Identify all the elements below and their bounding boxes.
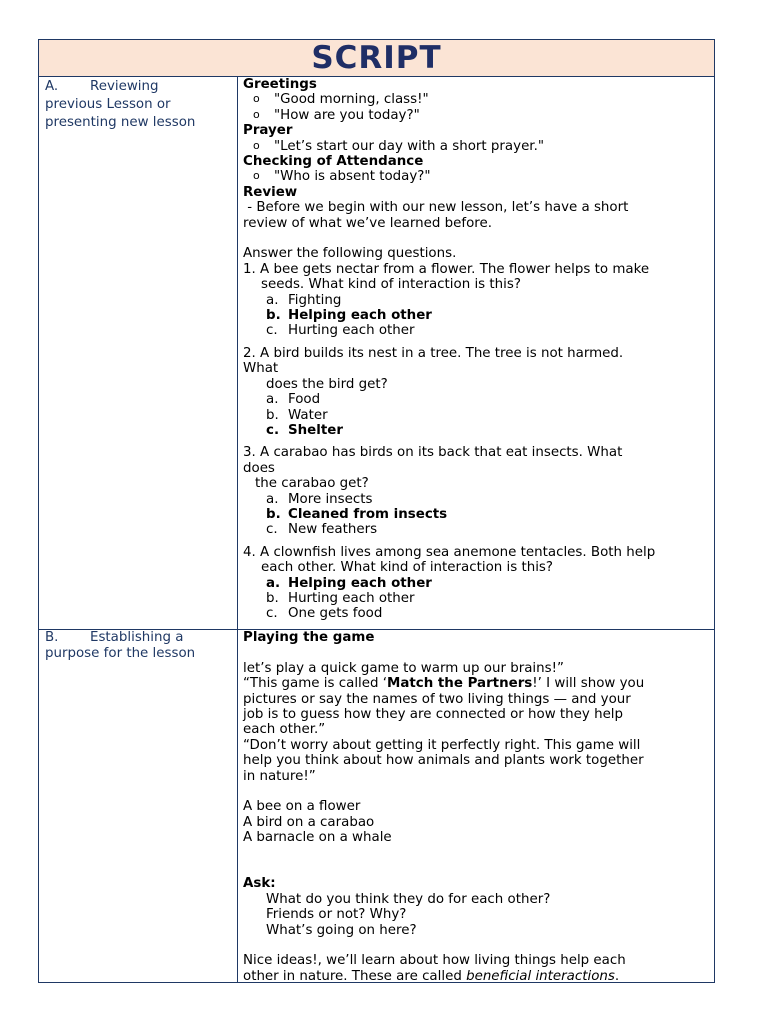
review-line: review of what we’ve learned before. <box>243 215 492 231</box>
section-a-label-line2: previous Lesson or <box>45 97 171 112</box>
option-letter: b. <box>266 506 281 522</box>
question-text: each other. What kind of interaction is this? <box>261 560 553 576</box>
option-text: New feathers <box>288 522 378 538</box>
page-title: SCRIPT <box>311 40 442 76</box>
game-text: “This game is called ‘ <box>243 676 388 692</box>
ask-item: Friends or not? Why? <box>266 907 407 923</box>
attendance-heading: Checking of Attendance <box>243 154 424 170</box>
option-text: One gets food <box>288 606 383 622</box>
greeting-item: o "How are you today?" <box>243 108 709 123</box>
option-text: Helping each other <box>288 575 432 591</box>
pair-item: A bee on a flower <box>243 799 361 815</box>
option-text: Shelter <box>288 422 343 438</box>
question-text: seeds. What kind of interaction is this? <box>261 277 521 293</box>
question-text: 3. A carabao has birds on its back that eat insects. What <box>243 445 623 461</box>
question-text: 2. A bird builds its nest in a tree. The tree is not harmed. <box>243 345 624 361</box>
ask-heading: Ask: <box>243 876 276 892</box>
review-heading: Review <box>243 184 298 200</box>
option-letter: a. <box>266 392 279 408</box>
game-heading: Playing the game <box>243 630 375 645</box>
pair-item: A barnacle on a whale <box>243 830 392 846</box>
option-letter: a. <box>266 491 279 507</box>
closing-line <box>243 969 709 984</box>
game-intro: let’s play a quick game to warm up our brains!” <box>243 660 564 676</box>
question-text: 1. A bee gets nectar from a flower. The flower helps to make <box>243 261 650 277</box>
greetings-heading: Greetings <box>243 77 317 92</box>
question-3 <box>243 445 709 537</box>
option-letter: c. <box>266 422 280 438</box>
worry-line: “Don’t worry about getting it perfectly right. This game will <box>243 737 641 753</box>
question-text: does <box>243 460 275 476</box>
greeting-item: o "Good morning, class!" <box>243 92 709 107</box>
question-4 <box>243 545 709 622</box>
title-row <box>39 40 714 77</box>
section-a-letter: A. <box>45 79 59 94</box>
option-item-correct <box>243 423 709 438</box>
option-item <box>243 392 709 407</box>
option-item <box>243 293 709 308</box>
option-text: Hurting each other <box>288 590 415 606</box>
closing-line: Nice ideas!, we’ll learn about how living things help each <box>243 953 626 969</box>
option-item-correct <box>243 308 709 323</box>
section-b-content <box>238 630 714 982</box>
question-1 <box>243 262 709 339</box>
option-text: More insects <box>288 491 373 507</box>
section-b-label-line1: Establishing a <box>90 630 184 645</box>
section-a-row <box>39 77 714 630</box>
question-text: What <box>243 361 279 377</box>
closing-text: other in nature. These are called <box>243 968 467 984</box>
option-item-correct <box>243 507 709 522</box>
worry-line: help you think about how animals and plants work together <box>243 753 644 769</box>
section-a-label-line1: Reviewing <box>90 79 159 94</box>
option-letter: c. <box>266 606 278 622</box>
game-text: !’ I will show you <box>532 676 645 692</box>
section-b-letter: B. <box>45 630 59 645</box>
prayer-heading: Prayer <box>243 123 293 139</box>
option-letter: c. <box>266 522 278 538</box>
option-item <box>243 591 709 606</box>
game-line <box>243 676 709 691</box>
option-letter: a. <box>266 292 279 308</box>
section-a-label-line3: presenting new lesson <box>45 115 196 130</box>
question-text: 4. A clownfish lives among sea anemone tentacles. Both help <box>243 544 656 560</box>
game-line: each other.” <box>243 722 326 738</box>
option-letter: c. <box>266 323 278 339</box>
game-line: job is to guess how they are connected or how they help <box>243 707 624 723</box>
option-text: Hurting each other <box>288 323 415 339</box>
option-item <box>243 522 709 537</box>
review-line: - Before we begin with our new lesson, let’s have a short <box>243 200 629 216</box>
option-text: Food <box>288 392 321 408</box>
option-text: Water <box>288 407 328 423</box>
option-letter: b. <box>266 590 279 606</box>
section-b-row <box>39 630 714 982</box>
option-text: Fighting <box>288 292 342 308</box>
option-letter: b. <box>266 407 279 423</box>
game-name: Match the Partners <box>387 676 533 692</box>
closing-term: beneficial interactions <box>466 968 615 984</box>
option-letter: b. <box>266 308 281 324</box>
section-a-content <box>238 77 714 629</box>
ask-item: What do you think they do for each other? <box>266 891 551 907</box>
option-item-correct <box>243 576 709 591</box>
option-text: Cleaned from insects <box>288 506 448 522</box>
section-b-label-line2: purpose for the lesson <box>45 646 196 661</box>
section-b-label <box>39 630 238 982</box>
script-table <box>38 39 715 983</box>
game-line: pictures or say the names of two living things — and your <box>243 691 631 707</box>
option-item <box>243 323 709 338</box>
ask-item: What’s going on here? <box>266 922 417 938</box>
option-item <box>243 606 709 621</box>
closing-period: . <box>614 968 620 984</box>
option-item <box>243 492 709 507</box>
option-text: Helping each other <box>288 308 432 324</box>
option-letter: a. <box>266 575 281 591</box>
question-2 <box>243 346 709 438</box>
worry-line: in nature!” <box>243 768 316 784</box>
pair-item: A bird on a carabao <box>243 814 375 830</box>
prayer-item: o "Let’s start our day with a short prayer." <box>243 139 709 154</box>
question-text: the carabao get? <box>255 476 369 492</box>
instructions: Answer the following questions. <box>243 246 457 262</box>
attendance-item: o "Who is absent today?" <box>243 169 709 184</box>
question-text: does the bird get? <box>266 376 388 392</box>
section-a-label <box>39 77 238 629</box>
option-item <box>243 408 709 423</box>
